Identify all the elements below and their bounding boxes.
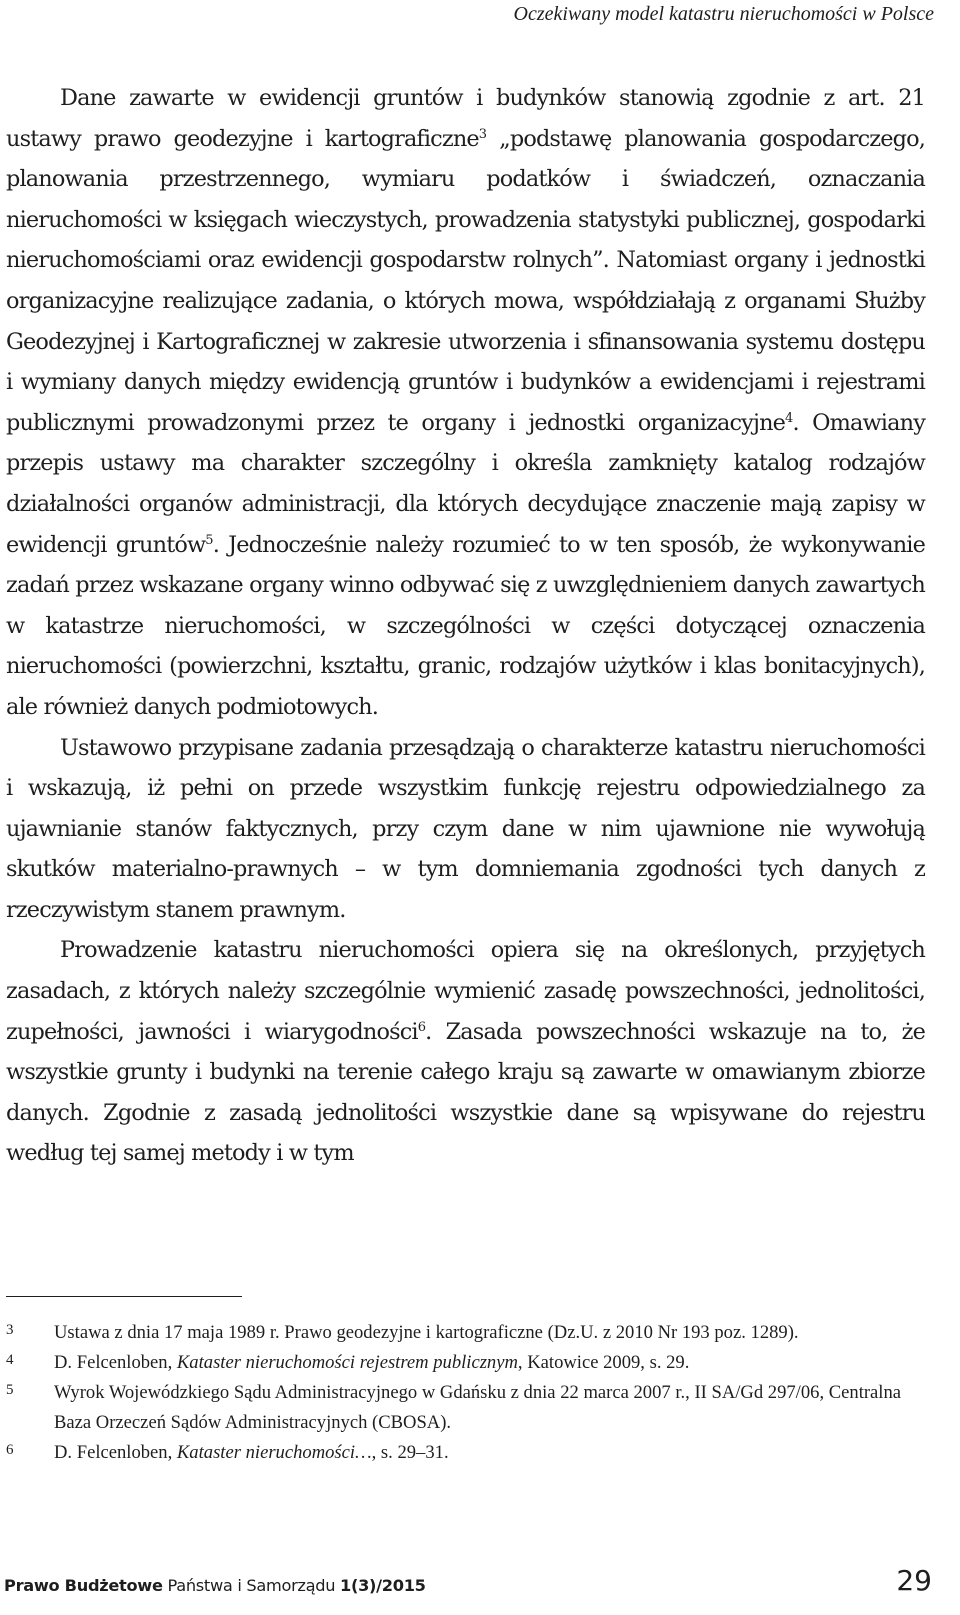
footnote-author: D. Felcenloben, <box>54 1442 177 1463</box>
footnote-text <box>54 1348 925 1378</box>
footnote-ref-4[interactable]: 4 <box>785 410 793 426</box>
journal-issue: 1(3)/2015 <box>340 1576 426 1595</box>
paragraph-3 <box>6 930 925 1174</box>
footnote-author: D. Felcenloben, <box>54 1352 177 1373</box>
paragraph-2: Ustawowo przypisane zadania przesądzają o charakterze katastru nieruchomości i wskazują, iż pełni on przede wszystkim funkcję rejestru odpowiedzialnego za ujawnianie stanów faktycznych, przy czym dane w nim ujawnione nie wywołują skutków materialno-prawnych – w tym domniemania zgodności tych danych z rzeczywistym stanem prawnym. <box>6 734 925 923</box>
journal-footer <box>4 1574 426 1598</box>
footnote-ref-5[interactable]: 5 <box>205 532 213 548</box>
footnote-text: Wyrok Wojewódzkiego Sądu Administracyjnego w Gdańsku z dnia 22 marca 2007 r., II SA/Gd 297/06, Centralna Baza Orzeczeń Sądów Administracyjnych (CBOSA). <box>54 1382 902 1433</box>
footnote-details: , s. 29–31. <box>371 1442 449 1463</box>
footnote-separator <box>6 1296 242 1297</box>
paragraph-3-part-b: . Zasada powszechności wskazuje na to, że wszystkie grunty i budynki na terenie całego kraju są zawarte w omawianym zbiorze danych. Zgodnie z zasadą jednolitości wszystkie dane są wpisywane do rejestru według tej samej metody i w tym <box>6 1018 925 1167</box>
main-text <box>6 78 925 1174</box>
footnote-title: Kataster nieruchomości… <box>176 1442 372 1463</box>
journal-name-bold: Prawo Budżetowe <box>4 1576 163 1595</box>
footnotes <box>6 1318 925 1468</box>
footnote-number: 5 <box>6 1382 14 1398</box>
footnote-title: Kataster nieruchomości rejestrem publicznym <box>176 1352 518 1373</box>
footnote-number: 3 <box>6 1322 14 1338</box>
footnote-text <box>54 1438 925 1468</box>
journal-name-rest: Państwa i Samorządu <box>162 1576 341 1595</box>
footnote-3 <box>6 1318 925 1348</box>
footnote-4 <box>6 1348 925 1378</box>
footnote-6 <box>6 1438 925 1468</box>
footnote-ref-3[interactable]: 3 <box>478 126 487 142</box>
footnote-details: , Katowice 2009, s. 29. <box>517 1352 690 1373</box>
footnote-text: Ustawa z dnia 17 maja 1989 r. Prawo geodezyjne i kartograficzne (Dz.U. z 2010 Nr 193 poz. 1289). <box>54 1322 799 1343</box>
paragraph-1-part-b: „podstawę planowania gospodarczego, planowania przestrzennego, wymiaru podatków i świadczeń, oznaczania nieruchomości w księgach wieczystych, prowadzenia statystyki publicznej, gospodarki nieruchomościami oraz ewidencji gospodarstw rolnych”. Natomiast organy i jednostki organizacyjne realizujące zadania, o których mowa, współdziałają z organami Służby Geodezyjnej i Kartograficznej w zakresie utworzenia i sfinansowania systemu dostępu i wymiany danych między ewidencją gruntów i budynków a ewidencjami i rejestrami publicznymi prowadzonymi przez te organy i jednostki organizacyjne <box>6 125 925 436</box>
footnote-ref-6[interactable]: 6 <box>417 1019 426 1035</box>
page-number: 29 <box>896 1564 932 1597</box>
paragraph-1 <box>6 78 925 728</box>
footnote-number: 6 <box>6 1442 14 1458</box>
running-header: Oczekiwany model katastru nieruchomości w Polsce <box>513 3 934 25</box>
footnote-5 <box>6 1378 925 1438</box>
paragraph-1-part-a: Dane zawarte w ewidencji gruntów i budynków stanowią zgodnie z art. 21 ustawy prawo geodezyjne i kartograficzne <box>6 85 925 152</box>
paragraph-1-part-d: . Jednocześnie należy rozumieć to w ten sposób, że wykonywanie zadań przez wskazane organy winno odbywać się z uwzględnieniem danych zawartych w katastrze nieruchomości, w szczególności w części dotyczącej oznaczenia nieruchomości (powierzchni, kształtu, granic, rodzajów użytków i klas bonitacyjnych), ale również danych podmiotowych. <box>6 531 926 720</box>
paragraph-3-part-a: Prowadzenie katastru nieruchomości opiera się na określonych, przyjętych zasadach, z których należy szczególnie wymienić zasadę powszechności, jednolitości, zupełności, jawności i wiarygodności <box>6 937 925 1045</box>
paragraph-1-part-c: . Omawiany przepis ustawy ma charakter szczególny i określa zamknięty katalog rodzajów działalności organów administracji, dla których decydujące znaczenie mają zapisy w ewidencji gruntów <box>6 409 925 558</box>
footnote-number: 4 <box>6 1352 14 1368</box>
